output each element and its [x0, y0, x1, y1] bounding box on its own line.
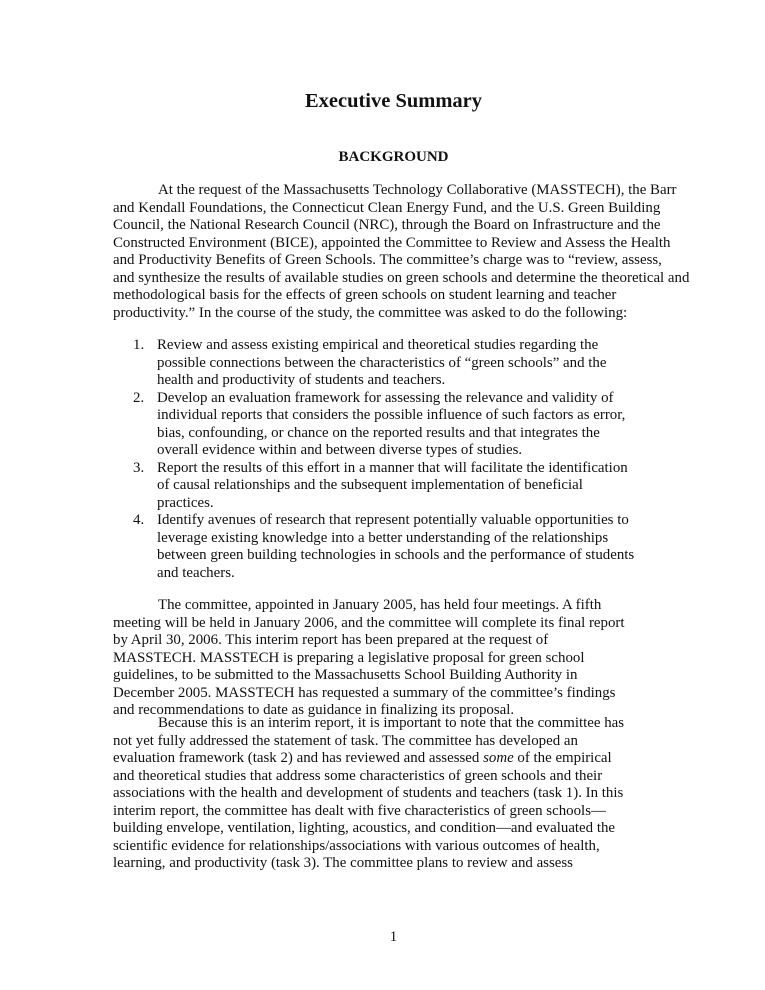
- text-line: bias, confounding, or chance on the reported results and that integrates the: [157, 424, 600, 441]
- text-line: leverage existing knowledge into a better understanding of the relationships: [157, 529, 609, 546]
- text-line: productivity.” In the course of the study, the committee was asked to do the following:: [113, 304, 628, 321]
- text-line: and synthesize the results of available studies on green schools and determine the theoretical and: [113, 269, 690, 286]
- text-line: practices.: [157, 494, 214, 511]
- list-number: 1.: [133, 337, 145, 353]
- page-title: Executive Summary: [304, 90, 483, 112]
- text-line: scientific evidence for relationships/associations with various outcomes of health,: [113, 837, 600, 854]
- text-line: by April 30, 2006. This interim report has been prepared at the request of: [113, 632, 549, 648]
- text-run: evaluation framework (task 2) and has reviewed and assessed: [113, 750, 484, 766]
- text-line: between green building technologies in schools and the performance of students: [157, 547, 635, 563]
- section-heading: BACKGROUND: [338, 149, 449, 165]
- text-line: and Kendall Foundations, the Connecticut Clean Energy Fund, and the U.S. Green Building: [113, 199, 661, 216]
- text-line: possible connections between the characteristics of “green schools” and the: [157, 354, 607, 371]
- paragraph-committee: [113, 597, 661, 720]
- text-line: Constructed Environment (BICE), appointed the Committee to Review and Assess the Health: [113, 234, 671, 251]
- text-line: learning, and productivity (task 3). The committee plans to review and assess: [113, 855, 573, 871]
- text-line: At the request of the Massachusetts Technology Collaborative (MASSTECH), the Barr: [158, 182, 677, 198]
- emphasis-text: some: [483, 750, 514, 766]
- task-list: [113, 337, 661, 582]
- list-item: [113, 460, 661, 513]
- list-item: [113, 512, 661, 582]
- text-line: overall evidence within and between diverse types of studies.: [157, 442, 523, 458]
- text-line: interim report, the committee has dealt with five characteristics of green schools—: [113, 802, 606, 819]
- text-line: of causal relationships and the subsequent implementation of beneficial: [157, 477, 583, 493]
- page-number: 1: [389, 929, 398, 945]
- text-line: associations with the health and development of students and teachers (task 1). In this: [113, 785, 624, 801]
- paragraph-intro: [113, 182, 690, 322]
- text-line: individual reports that considers the possible influence of such factors as error,: [157, 407, 626, 423]
- text-line: The committee, appointed in January 2005, has held four meetings. A fifth: [158, 597, 602, 613]
- text-line: Review and assess existing empirical and theoretical studies regarding the: [157, 337, 599, 353]
- text-line: building envelope, ventilation, lighting, acoustics, and condition—and evaluated the: [113, 820, 616, 836]
- text-line: meeting will be held in January 2006, and the committee will complete its final report: [113, 614, 625, 631]
- paragraph-interim: [113, 715, 661, 873]
- text-line: [113, 750, 661, 768]
- text-line: Report the results of this effort in a manner that will facilitate the identification: [157, 459, 628, 476]
- text-line: Council, the National Research Council (NRC), through the Board on Infrastructure and the: [113, 217, 661, 233]
- text-line: not yet fully addressed the statement of task. The committee has developed an: [113, 732, 578, 749]
- text-line: MASSTECH. MASSTECH is preparing a legislative proposal for green school: [113, 649, 585, 666]
- list-number: 4.: [133, 512, 145, 528]
- text-line: Identify avenues of research that represent potentially valuable opportunities to: [157, 512, 629, 528]
- list-number: 3.: [133, 459, 145, 476]
- list-number: 2.: [133, 389, 145, 406]
- text-line: methodological basis for the effects of green schools on student learning and teacher: [113, 287, 617, 303]
- text-line: health and productivity of students and teachers.: [157, 372, 446, 388]
- text-line: and recommendations to date as guidance in finalizing its proposal.: [113, 702, 515, 718]
- list-item: [113, 390, 661, 460]
- list-item: [113, 337, 661, 390]
- text-line: and teachers.: [157, 564, 235, 581]
- text-line: guidelines, to be submitted to the Massachusetts School Building Authority in: [113, 667, 578, 683]
- text-line: December 2005. MASSTECH has requested a summary of the committee’s findings: [113, 684, 616, 701]
- text-line: and Productivity Benefits of Green Schools. The committee’s charge was to “review, assess,: [113, 252, 662, 268]
- text-run: of the empirical: [513, 750, 612, 766]
- text-line: Develop an evaluation framework for assessing the relevance and validity of: [157, 389, 614, 406]
- text-line: and theoretical studies that address some characteristics of green schools and their: [113, 767, 603, 784]
- text-line: Because this is an interim report, it is important to note that the committee has: [158, 715, 625, 731]
